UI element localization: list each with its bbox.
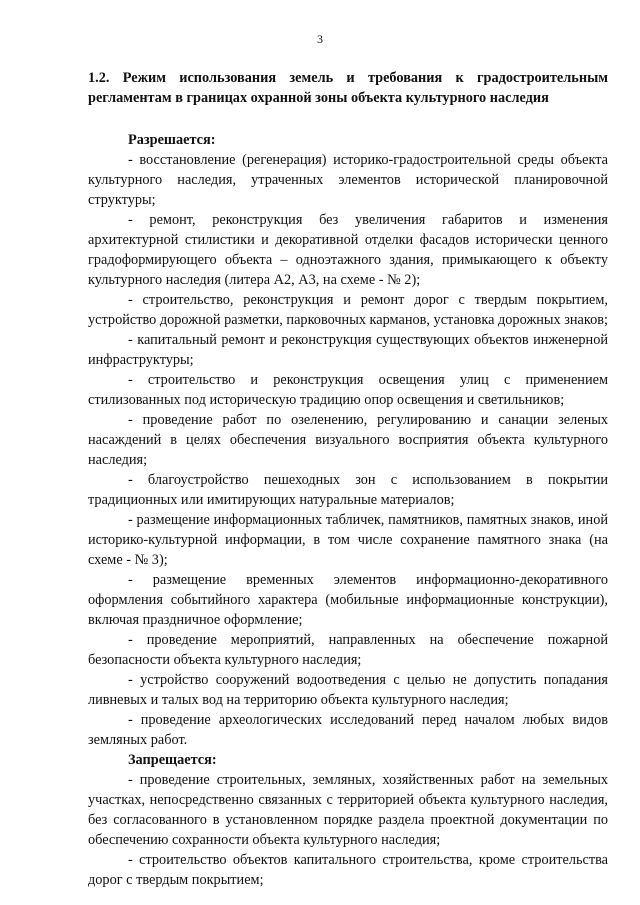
page-number: 3 — [317, 32, 323, 46]
allowed-item: - восстановление (регенерация) историко-градостроительной среды объекта культурного наследия, утраченных элементов исторической планировочной структуры; — [88, 152, 608, 208]
allowed-item: - строительство, реконструкция и ремонт дорог с твердым покрытием, устройство дорожной разметки, парковочных карманов, установка дорожных знаков; — [88, 292, 608, 328]
forbidden-label: Запрещается: — [128, 752, 217, 768]
allowed-item: - проведение работ по озеленению, регулированию и санации зеленых насаждений в целях обеспечения визуального восприятия объекта культурного наследия; — [88, 412, 608, 468]
allowed-item: - проведение археологических исследований перед началом любых видов земляных работ. — [88, 712, 608, 748]
allowed-item: - капитальный ремонт и реконструкция существующих объектов инженерной инфраструктуры; — [88, 332, 608, 368]
allowed-label: Разрешается: — [128, 132, 216, 148]
section-heading: 1.2. Режим использования земель и требования к градостроительным регламентам в границах охранной зоны объекта культурного наследия — [88, 70, 608, 106]
allowed-item: - благоустройство пешеходных зон с использованием в покрытии традиционных или имитирующих натуральные материалов; — [88, 472, 608, 508]
allowed-item: - ремонт, реконструкция без увеличения габаритов и изменения архитектурной стилистики и декоративной отделки фасадов исторически ценного градоформирующего объекта – одноэтажного здания, примыкающего к объекту культурного наследия (литера А2, А3, на схеме - № 2); — [88, 212, 608, 288]
allowed-item: - устройство сооружений водоотведения с целью не допустить попадания ливневых и талых вод на территорию объекта культурного наследия; — [88, 672, 608, 708]
forbidden-item: - строительство объектов капитального строительства, кроме строительства дорог с твердым покрытием; — [88, 852, 608, 888]
allowed-item: - строительство и реконструкция освещения улиц с применением стилизованных под историческую традицию опор освещения и светильников; — [88, 372, 608, 408]
forbidden-item: - проведение строительных, земляных, хозяйственных работ на земельных участках, непосредственно связанных с территорией объекта культурного наследия, без согласованного в установленном порядке раздела проектной документации по обеспечению сохранности объекта культурного наследия; — [88, 772, 608, 848]
document-body — [88, 68, 608, 890]
allowed-item: - проведение мероприятий, направленных на обеспечение пожарной безопасности объекта культурного наследия; — [88, 632, 608, 668]
allowed-item: - размещение временных элементов информационно-декоративного оформления событийного характера (мобильные информационные конструкции), включая праздничное оформление; — [88, 572, 608, 628]
allowed-item: - размещение информационных табличек, памятников, памятных знаков, иной историко-культурной информации, в том числе сохранение памятного знака (на схеме - № 3); — [88, 512, 608, 568]
